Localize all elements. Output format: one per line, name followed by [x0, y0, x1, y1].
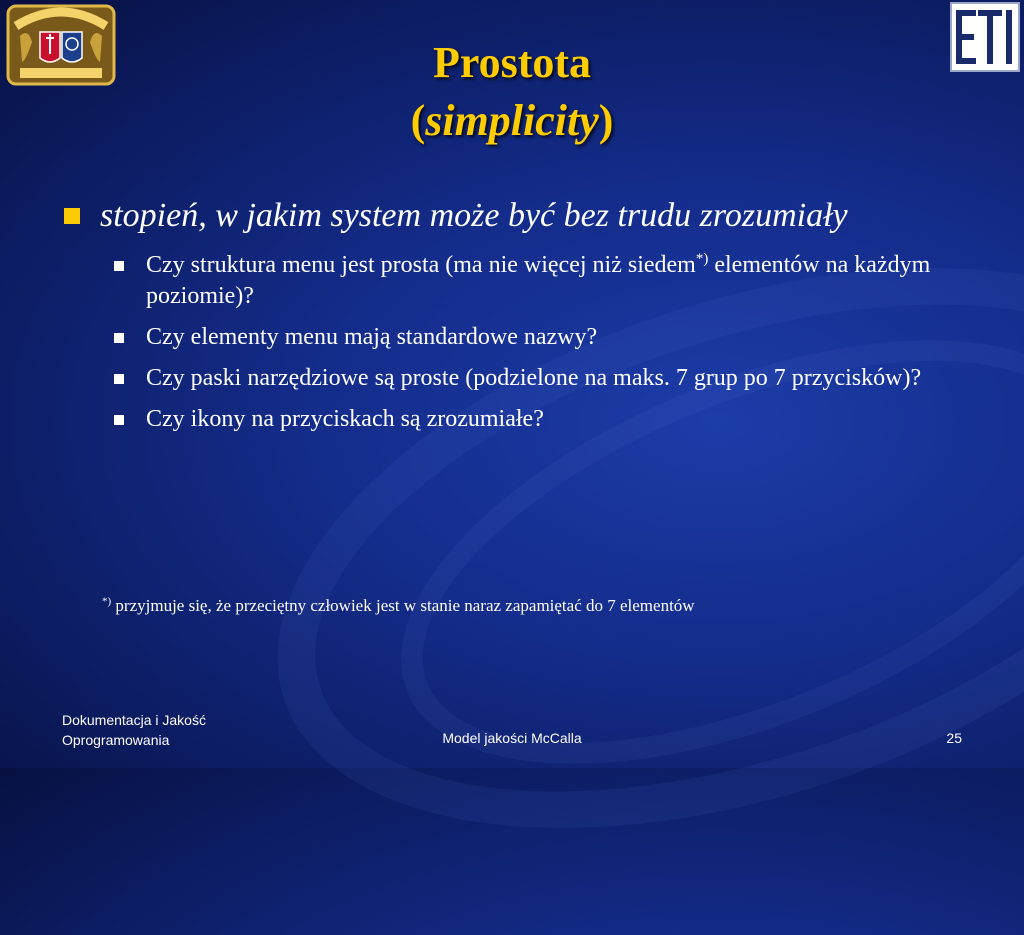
bullet-square-icon	[114, 415, 124, 425]
main-bullet	[64, 196, 984, 236]
bullet-square-icon	[64, 208, 80, 224]
sub-bullet-list	[114, 250, 974, 445]
footnote	[102, 596, 695, 616]
title-paren-open: (	[410, 96, 426, 145]
footnote-ref: *)	[695, 251, 709, 267]
footer-topic: Model jakości McCalla	[442, 730, 582, 746]
sub-bullet-item	[114, 250, 974, 312]
title-italic: simplicity	[425, 96, 599, 145]
footer-line: Oprogramowania	[62, 732, 170, 748]
main-bullet-text: stopień, w jakim system może być bez trudu zrozumiały	[100, 197, 848, 234]
sub-bullet-text-cont: elementów na każdym poziomie)?	[146, 252, 931, 309]
sub-bullet-item	[114, 322, 974, 353]
bullet-square-icon	[114, 374, 124, 384]
sub-bullet-text: Czy struktura menu jest prosta (ma nie więcej niż siedem	[146, 252, 696, 278]
footer-line: Dokumentacja i Jakość	[62, 712, 206, 728]
slide-title	[0, 38, 1024, 146]
footnote-marker: *)	[102, 595, 112, 608]
title-line: Prostota	[432, 38, 592, 87]
title-paren-close: )	[598, 96, 614, 145]
bullet-square-icon	[114, 261, 124, 271]
page-number: 25	[946, 730, 962, 746]
bullet-square-icon	[114, 333, 124, 343]
sub-bullet-text: Czy paski narzędziowe są proste (podzielone na maks. 7 grup po 7 przycisków)?	[146, 365, 922, 391]
sub-bullet-item	[114, 404, 974, 435]
title-subline	[0, 96, 1024, 146]
sub-bullet-text: Czy ikony na przyciskach są zrozumiałe?	[146, 406, 544, 432]
sub-bullet-text: Czy elementy menu mają standardowe nazwy?	[146, 324, 598, 350]
sub-bullet-item	[114, 363, 974, 394]
footnote-text: przyjmuje się, że przeciętny człowiek jest w stanie naraz zapamiętać do 7 elementów	[111, 596, 695, 615]
